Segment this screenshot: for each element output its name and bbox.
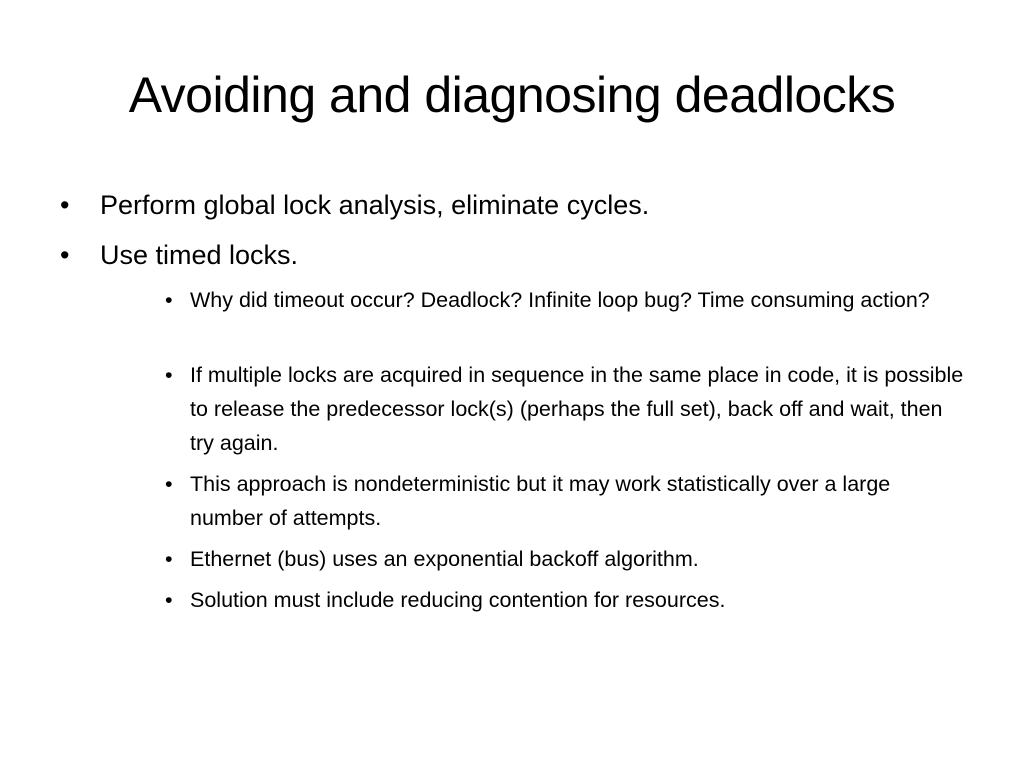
- slide-title: Avoiding and diagnosing deadlocks: [128, 67, 896, 123]
- sub-bullet-text: Ethernet (bus) uses an exponential backoff algorithm.: [190, 547, 699, 571]
- sub-bullet-icon: •: [165, 288, 173, 312]
- bullet-icon: •: [60, 190, 70, 220]
- bullet-text: Perform global lock analysis, eliminate cycles.: [100, 190, 650, 220]
- sub-bullet-icon: •: [165, 547, 173, 571]
- sub-bullet-text: If multiple locks are acquired in sequence in the same place in code, it is possible to release the predecessor lock(s) (perhaps the full set), back off and wait, then try again.: [190, 363, 964, 455]
- bullet-icon: •: [60, 240, 70, 270]
- sub-bullet-text: Solution must include reducing contention for resources.: [190, 588, 726, 612]
- sub-bullet-icon: •: [165, 363, 173, 387]
- sub-bullet-text: Why did timeout occur? Deadlock? Infinite loop bug? Time consuming action?: [190, 288, 930, 312]
- sub-bullet-text: This approach is nondeterministic but it may work statistically over a large number of attempts.: [190, 472, 891, 530]
- sub-bullet-icon: •: [165, 588, 173, 612]
- sub-bullet-icon: •: [165, 472, 173, 496]
- bullet-text: Use timed locks.: [100, 240, 299, 270]
